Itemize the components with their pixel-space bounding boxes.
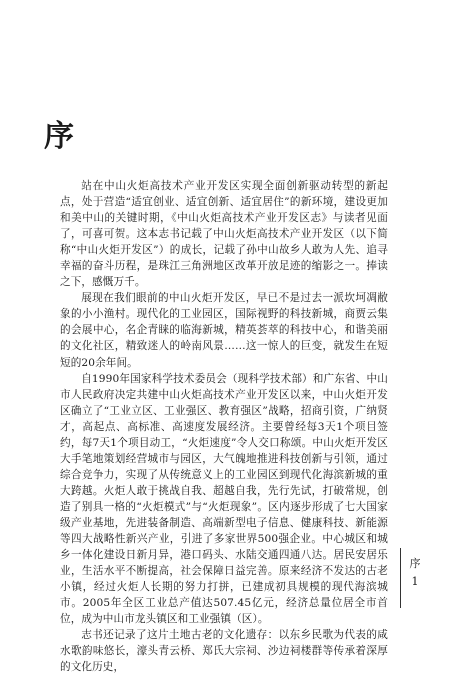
margin-divider [400, 548, 401, 608]
preface-body [60, 178, 388, 675]
running-head-label: 序 [409, 557, 421, 570]
paragraph: 展现在我们眼前的中山火炬开发区，早已不是过去一派坎坷凋敝象的小小渔村。现代化的工业园区，国际视野的科技新城，商贾云集的会展中心，名企青睐的临海新城，精英荟萃的科技中心，和谐美丽的文化社区，精致迷人的岭南风景……这一惊人的巨变，就发生在短短的20余年间。 [60, 292, 388, 369]
paragraph: 站在中山火炬高技术产业开发区实现全面创新驱动转型的新起点，处于营造“适宜创业、适宜创新、适宜居住”的新环境，建设更加和美中山的关键时期，《中山火炬高技术产业开发区志》与读者见面了，可喜可贺。这本志书记载了中山火炬高技术产业开发区（以下简称“中山火炬开发区”）的成长，记载了孙中山故乡人敢为人先、追寻幸福的奋斗历程，是珠江三角洲地区改革开放足迹的缩影之一。捧读之下，感慨万千。 [60, 180, 388, 289]
paragraph: 自1990年国家科学技术委员会（现科学技术部）和广东省、中山市人民政府决定共建中山火炬高技术产业开发区以来，中山火炬开发区确立了“工业立区、工业强区、教育强区”战略，招商引资，广纳贤才，高起点、高标准、高速度发展经济。主要曾经每3天1个项目签约，每7天1个项目动工，“火炬速度”令人交口称颂。中山火炬开发区大手笔地策划经营城市与园区，大气魄地推进科技创新与引领，通过综合竞争力，实现了从传统意义上的工业园区到现代化海滨新城的重大跨越。火炬人敢于挑战自我、超越自我，先行先试，打破常规，创造了别具一格的“火炬模式”与“火炬现象”。区内逐步形成了七大国家级产业基地，先进装备制造、高端新型电子信息、健康科技、新能源等四大战略性新兴产业，引进了多家世界500强企业。中心城区和城乡一体化建设日新月异，港口码头、水陆交通四通八达。居民安居乐业，生活水平不断提高，社会保障日益完善。原来经济不发达的古老小镇，经过火炬人长期的努力打拼，已建成初具规模的现代海滨城市。2005年全区工业总产值达507.45亿元，经济总量位居全市首位，成为中山市龙头镇区和工业强镇（区）。 [60, 372, 388, 626]
preface-title: 序 [44, 119, 76, 154]
paragraph: 志书还记录了这片土地古老的文化遗存：以东乡民歌为代表的咸水歌韵味悠长，濠头青云桥、郑氏大宗祠、沙边祠楼群等传承着深厚的文化历史， [60, 629, 388, 674]
page-number: 1 [411, 575, 419, 588]
